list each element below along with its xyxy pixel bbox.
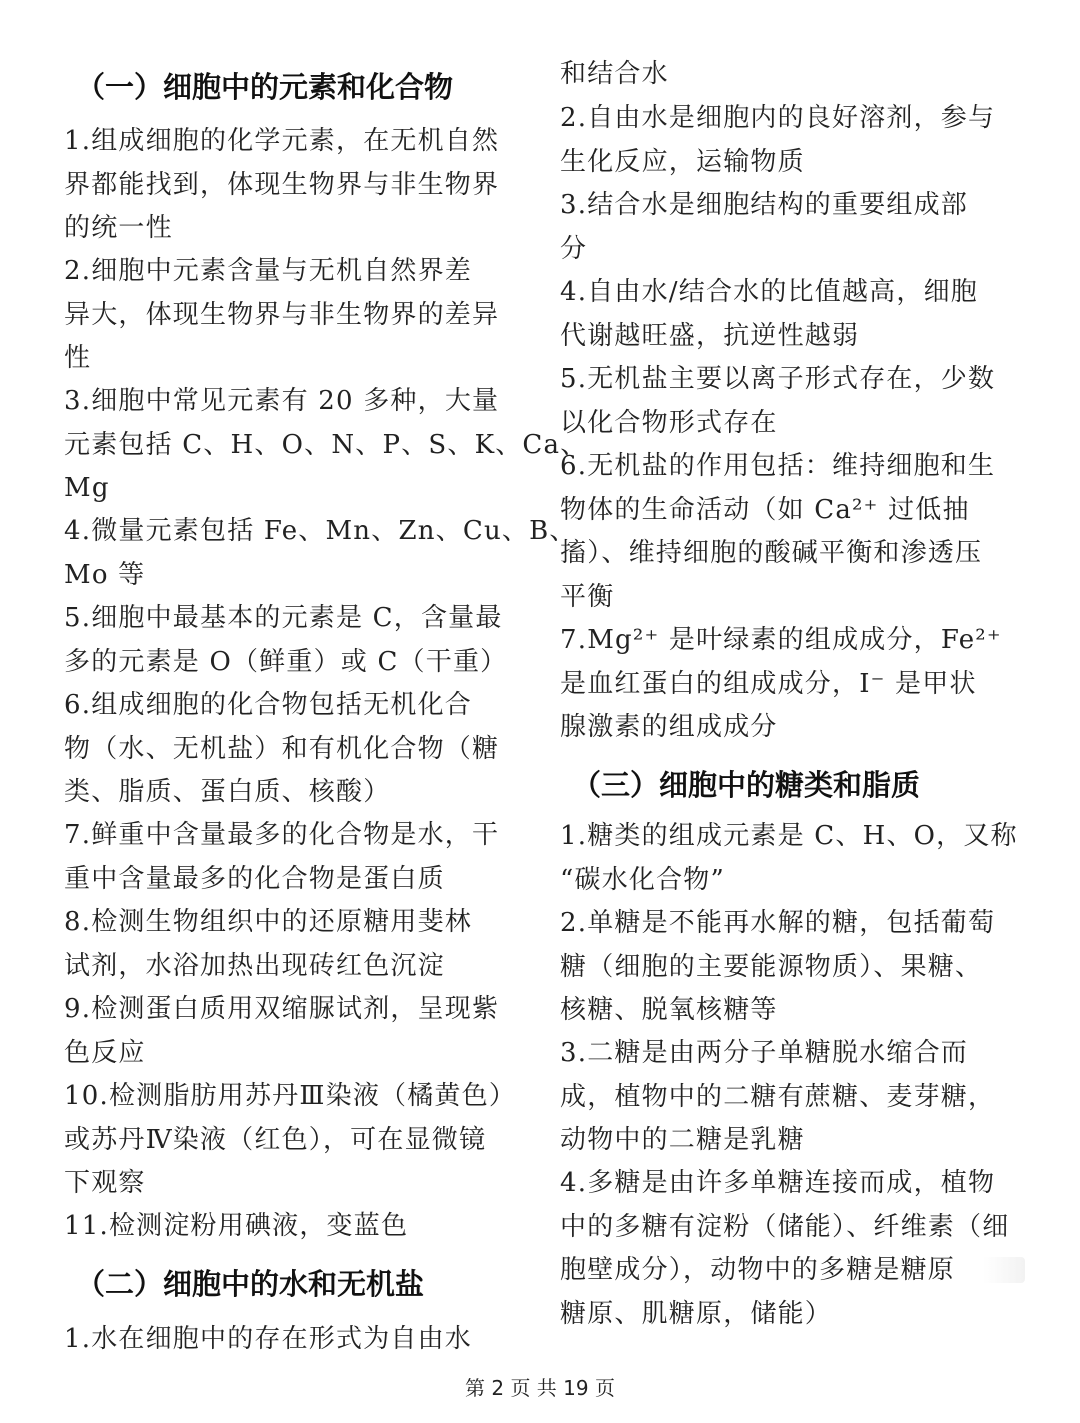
text-line: 以化合物形式存在 (560, 407, 778, 438)
section-heading-1: （一）细胞中的元素和化合物 (76, 70, 454, 104)
text-line: 物体的生命活动（如 Ca²⁺ 过低抽 (560, 494, 970, 525)
list-item-2 (560, 184, 968, 271)
text-line: 分 (560, 233, 588, 264)
list-item-3 (64, 380, 587, 511)
list-item-8 (64, 901, 472, 988)
text-line: 平衡 (560, 581, 615, 612)
text-line: 腺激素的组成成分 (560, 712, 778, 742)
text-line: 4.微量元素包括 Fe、Mn、Zn、Cu、B、 (64, 516, 577, 546)
list-item-10 (64, 1075, 516, 1206)
list-item-3 (560, 1032, 995, 1163)
list-item-1 (560, 97, 995, 184)
list-item-4 (64, 510, 577, 597)
text-line: 中的多糖有淀粉（储能）、纤维素（细 (560, 1211, 1010, 1242)
list-item-3 (560, 271, 978, 358)
text-line: “碳水化合物” (560, 864, 725, 895)
text-line: 生化反应，运输物质 (560, 146, 805, 177)
text-line: 下观察 (64, 1168, 146, 1198)
text-line: 试剂，水浴加热出现砖红色沉淀 (64, 950, 445, 981)
page-number-footer: 第 2 页 共 19 页 (465, 1376, 615, 1400)
text-line: 8.检测生物组织中的还原糖用斐林 (64, 907, 473, 937)
list-item-4 (560, 1162, 1009, 1336)
section-heading-2: （二）细胞中的水和无机盐 (76, 1267, 425, 1301)
text-line: 物（水、无机盐）和有机化合物（糖 (64, 733, 500, 764)
text-line: 色反应 (64, 1037, 146, 1068)
text-line: 是血红蛋白的组成成分，I⁻ 是甲状 (560, 668, 977, 699)
list-item-4 (560, 358, 995, 445)
text-line: 异大，体现生物界与非生物界的差异 (64, 299, 500, 330)
text-line: 6.无机盐的作用包括：维持细胞和生 (560, 451, 996, 481)
text-line: Mo 等 (64, 559, 146, 590)
section-heading-3: （三）细胞中的糖类和脂质 (572, 768, 921, 802)
text-line: 2.细胞中元素含量与无机自然界差 (64, 256, 473, 286)
text-line: 10.检测脂肪用苏丹Ⅲ染液（橘黄色） (64, 1081, 517, 1111)
text-line: 糖原、肌糖原，储能） (560, 1298, 833, 1329)
text-line: 4.多糖是由许多单糖连接而成，植物 (560, 1168, 996, 1198)
text-line: 元素包括 C、H、O、N、P、S、K、Ca、 (64, 429, 588, 460)
list-item-9 (64, 988, 499, 1075)
list-item-5 (64, 597, 507, 684)
text-line: 重中含量最多的化合物是蛋白质 (64, 863, 445, 894)
list-item-2 (560, 902, 995, 1033)
text-line: 多的元素是 O（鲜重）或 C（干重） (64, 646, 508, 677)
text-line: 4.自由水/结合水的比值越高，细胞 (560, 277, 978, 307)
blurred-text-overlay (955, 1257, 1025, 1283)
text-line: 1.组成细胞的化学元素，在无机自然 (64, 126, 500, 156)
text-line: 2.自由水是细胞内的良好溶剂，参与 (560, 103, 996, 133)
text-line: 1.糖类的组成元素是 C、H、O，又称 (560, 821, 1018, 851)
text-line: 3.二糖是由两分子单糖脱水缩合而 (560, 1038, 969, 1068)
text-line: 3.结合水是细胞结构的重要组成部 (560, 190, 969, 220)
text-line: 6.组成细胞的化合物包括无机化合 (64, 690, 473, 720)
list-item-2 (64, 250, 499, 381)
text-line: 搐）、维持细胞的酸碱平衡和渗透压 (560, 538, 983, 568)
text-line: 9.检测蛋白质用双缩脲试剂，呈现紫 (64, 994, 500, 1024)
text-line: 性 (64, 343, 92, 373)
text-line: 7.Mg²⁺ 是叶绿素的组成成分，Fe²⁺ (560, 625, 1002, 655)
text-line: 或苏丹Ⅳ染液（红色），可在显微镜 (64, 1124, 487, 1155)
water-item-1-continued: 和结合水 (560, 59, 669, 89)
text-line: 类、脂质、蛋白质、核酸） (64, 777, 391, 807)
text-line: 糖（细胞的主要能源物质）、果糖、 (560, 951, 983, 982)
text-line: 动物中的二糖是乳糖 (560, 1125, 805, 1155)
text-line: 5.无机盐主要以离子形式存在，少数 (560, 364, 996, 394)
text-line: 核糖、脱氧核糖等 (560, 995, 778, 1025)
list-item-6 (560, 619, 1002, 750)
list-item-7 (64, 814, 499, 901)
list-item-1 (64, 120, 499, 251)
list-item-5 (560, 445, 995, 619)
text-line: 5.细胞中最基本的元素是 C，含量最 (64, 603, 503, 633)
text-line: 界都能找到，体现生物界与非生物界 (64, 169, 500, 200)
list-item-11 (64, 1205, 408, 1249)
text-line: 成，植物中的二糖有蔗糖、麦芽糖， (560, 1081, 996, 1112)
text-line: Mg (64, 473, 110, 503)
text-line: 3.细胞中常见元素有 20 多种，大量 (64, 386, 500, 416)
list-item-6 (64, 684, 499, 815)
text-line: 胞壁成分），动物中的多糖是糖原 (560, 1255, 956, 1285)
text-line: 的统一性 (64, 213, 173, 243)
water-item-1: 1.水在细胞中的存在形式为自由水 (64, 1324, 473, 1354)
list-item-1 (560, 815, 1018, 902)
text-line: 11.检测淀粉用碘液，变蓝色 (64, 1211, 409, 1241)
text-line: 7.鲜重中含量最多的化合物是水，干 (64, 820, 500, 850)
text-line: 2.单糖是不能再水解的糖，包括葡萄 (560, 908, 996, 938)
text-line: 代谢越旺盛，抗逆性越弱 (560, 320, 860, 351)
